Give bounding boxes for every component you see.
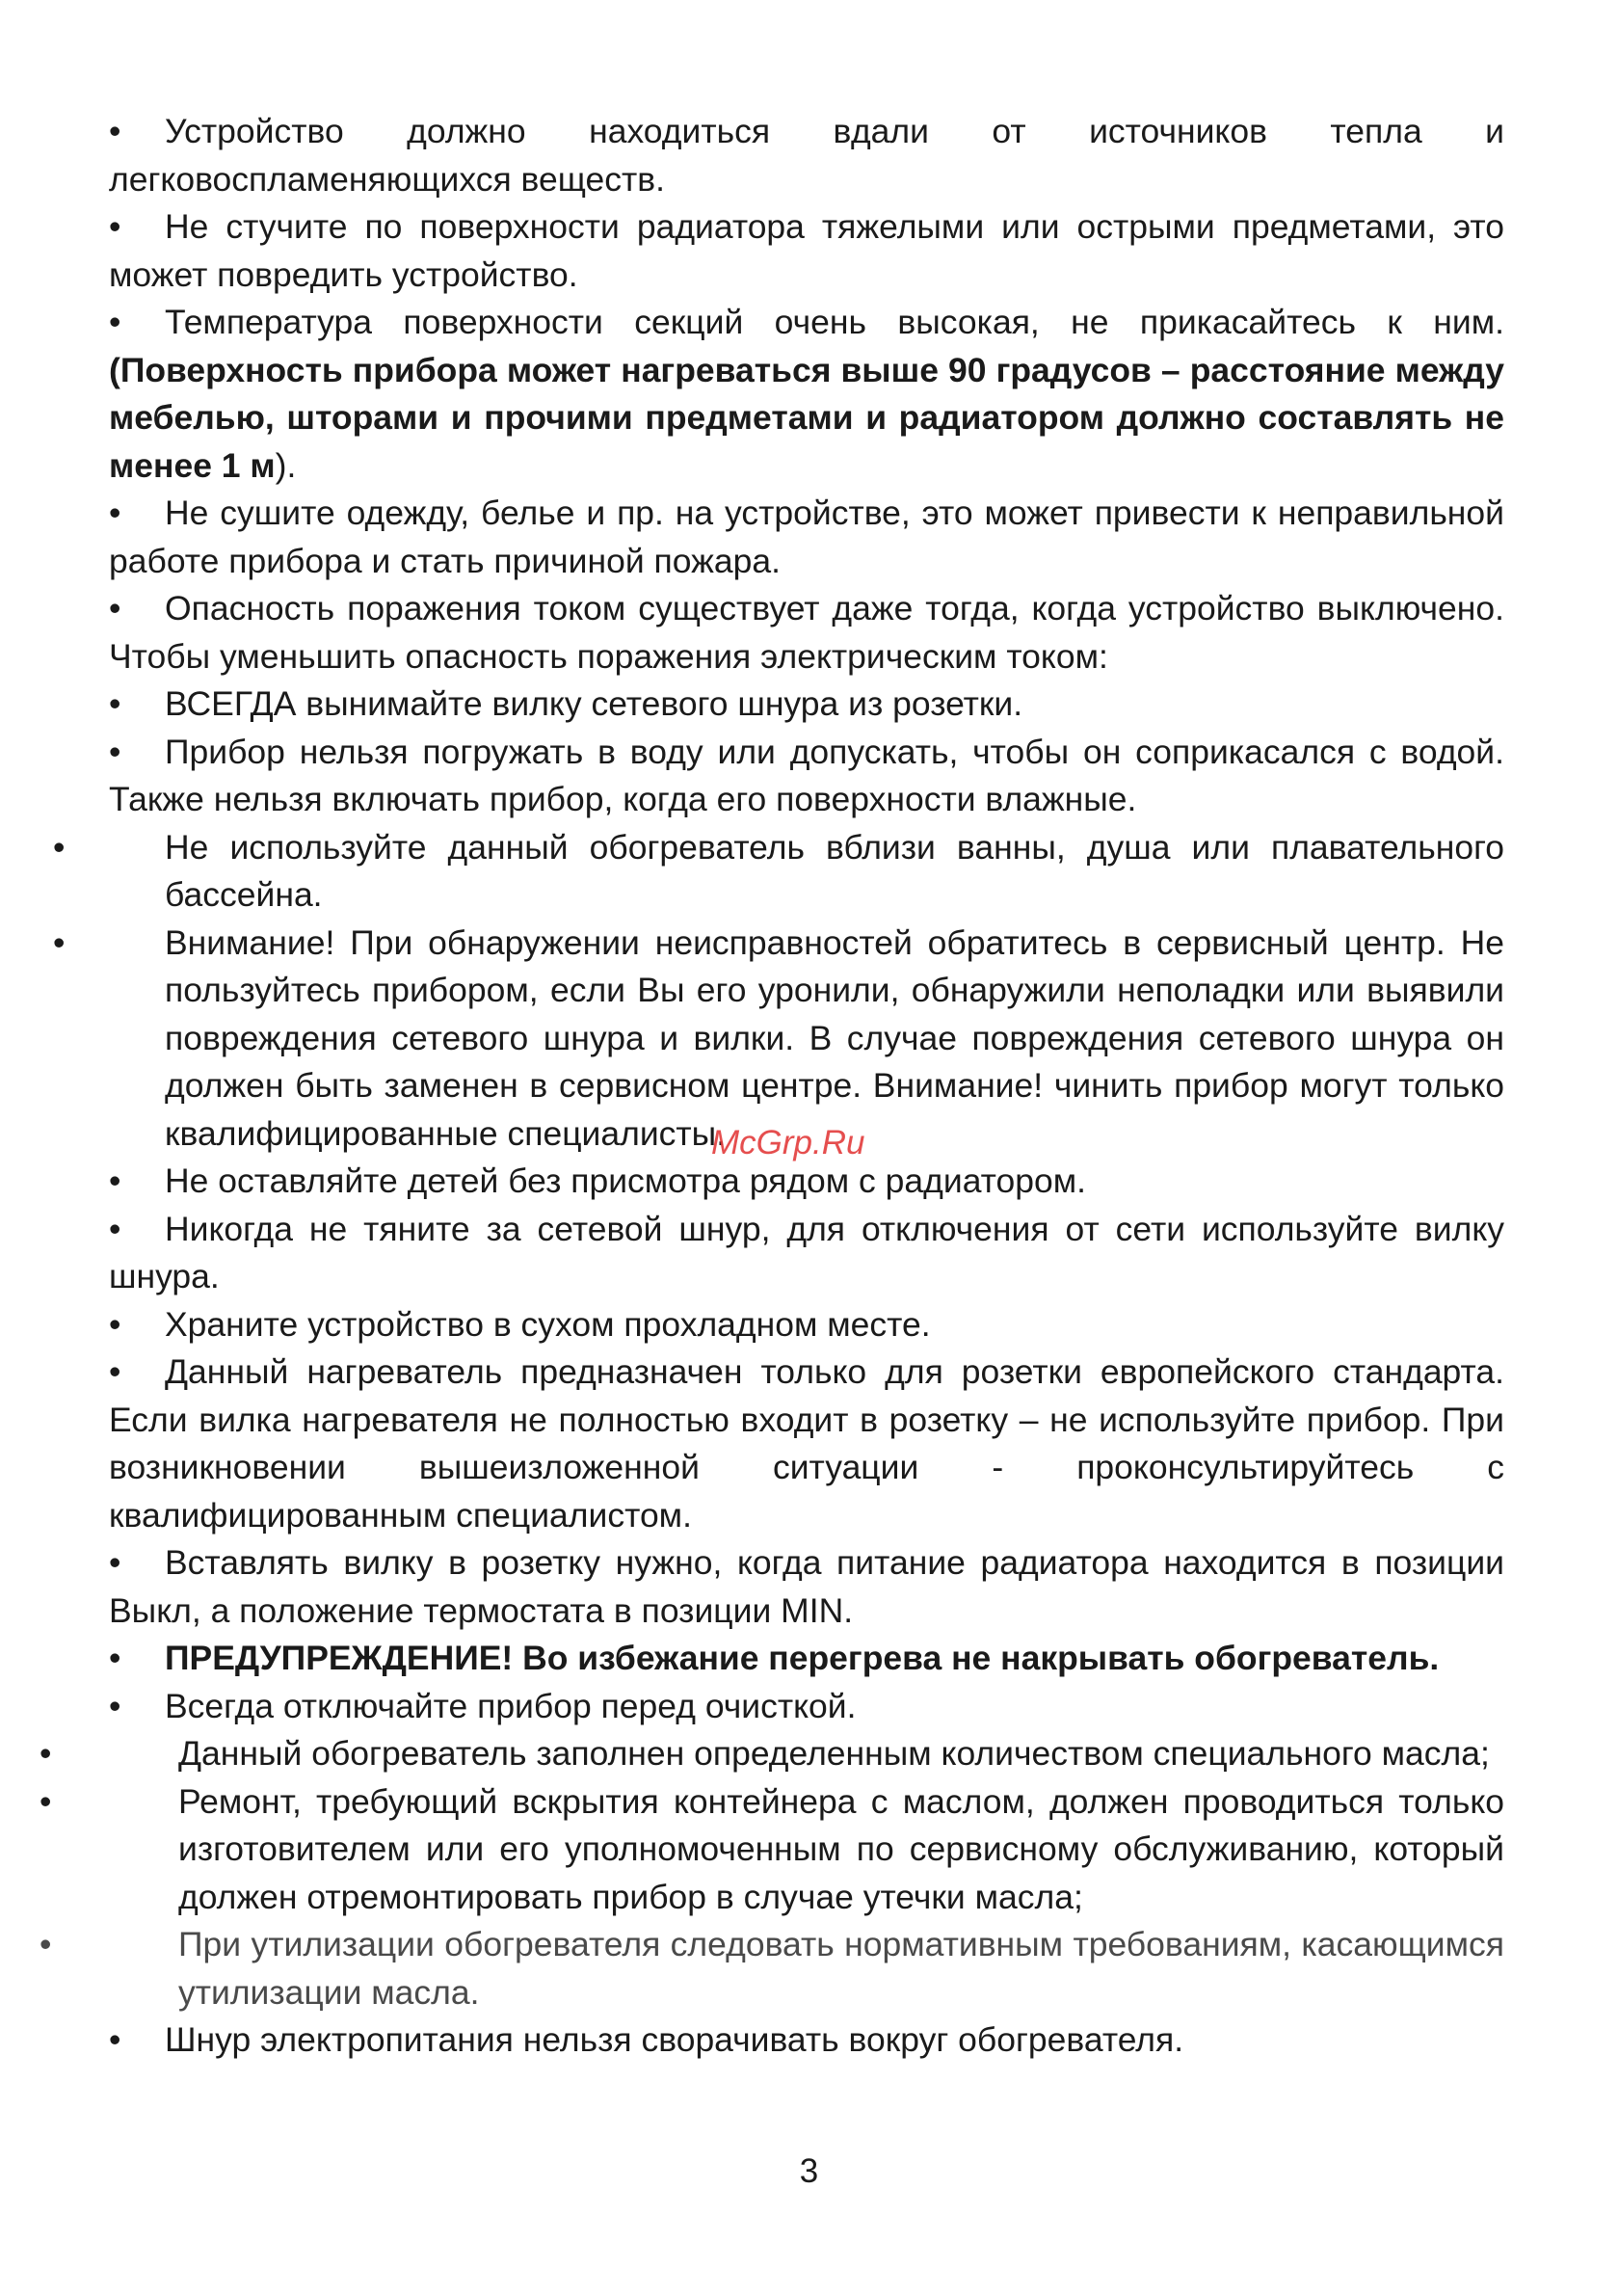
list-item: • Не сушите одежду, белье и пр. на устройстве, это может привести к неправильной работе прибора и стать причиной пожара.	[109, 494, 1504, 580]
list-item: • Прибор нельзя погружать в воду или допускать, чтобы он соприкасался с водой. Также нельзя включать прибор, когда его поверхности влажные.	[109, 732, 1504, 818]
list-item: • Храните устройство в сухом прохладном месте.	[109, 1304, 931, 1344]
list-item: • Всегда отключайте прибор перед очисткой.	[109, 1686, 857, 1725]
page-number: 3	[799, 2152, 819, 2190]
list-item: • Шнур электропитания нельзя сворачивать вокруг обогревателя.	[109, 2020, 1184, 2059]
list-item: • ВСЕГДА вынимайте вилку сетевого шнура из розетки.	[109, 684, 1023, 723]
list-item: • Не стучите по поверхности радиатора тяжелыми или острыми предметами, это может повредить устройство.	[109, 207, 1504, 294]
document-body	[40, 108, 1504, 2065]
list-item: • Данный обогреватель заполнен определенным количеством специального масла;	[40, 1734, 1490, 1773]
list-item: • Внимание! При обнаружении неисправностей обратитесь в сервисный центр. Не пользуйтесь прибором, если Вы его уронили, обнаружили неполадки или выявили повреждения сетевого шнура и вилки. В случае повреждения сетевого шнура он должен быть заменен в сервисном центре. Внимание! чинить прибор могут только квалифицированные специалисты.	[53, 922, 1504, 1153]
bold-warning: (Поверхность прибора может нагреваться выше 90 градусов – расстояние между мебелью, шторами и прочими предметами и радиатором должно составлять не менее 1 м	[109, 350, 1504, 485]
list-item: • Вставлять вилку в розетку нужно, когда питание радиатора находится в позиции Выкл, а положение термостата в позиции MIN.	[109, 1543, 1504, 1630]
list-item: • Температура поверхности секций очень высокая, не прикасайтесь к ним. (Поверхность прибора может нагреваться выше 90 градусов – расстояние между мебелью, шторами и прочими предметами и радиатором должно составлять не менее 1 м).	[109, 303, 1504, 485]
list-item: • Не оставляйте детей без присмотра рядом с радиатором.	[109, 1161, 1087, 1200]
list-item: • При утилизации обогревателя следовать нормативным требованиям, касающимся утилизации масла.	[40, 1925, 1504, 2012]
list-item: • Не используйте данный обогреватель вблизи ванны, душа или плавательного бассейна.	[53, 827, 1504, 914]
watermark: McGrp.Ru	[711, 1124, 865, 1161]
list-item: • Ремонт, требующий вскрытия контейнера с маслом, должен проводиться только изготовителем или его уполномоченным по сервисному обслуживанию, который должен отремонтировать прибор в случае утечки масла;	[40, 1781, 1504, 1916]
list-item: • Опасность поражения током существует даже тогда, когда устройство выключено. Чтобы уменьшить опасность поражения электрическим током:	[109, 589, 1504, 676]
list-item: • Устройство должно находиться вдали от источников тепла и легковоспламеняющихся веществ.	[109, 112, 1504, 199]
list-item: • Данный нагреватель предназначен только для розетки европейского стандарта. Если вилка нагревателя не полностью входит в розетку – не используйте прибор. При возникновении вышеизложенной ситуации - проконсультируйтесь с квалифицированным специалистом.	[109, 1352, 1504, 1535]
list-item-warning: • ПРЕДУПРЕЖДЕНИЕ! Во избежание перегрева не накрывать обогреватель.	[109, 1639, 1440, 1677]
list-item: • Никогда не тяните за сетевой шнур, для отключения от сети используйте вилку шнура.	[109, 1209, 1504, 1295]
